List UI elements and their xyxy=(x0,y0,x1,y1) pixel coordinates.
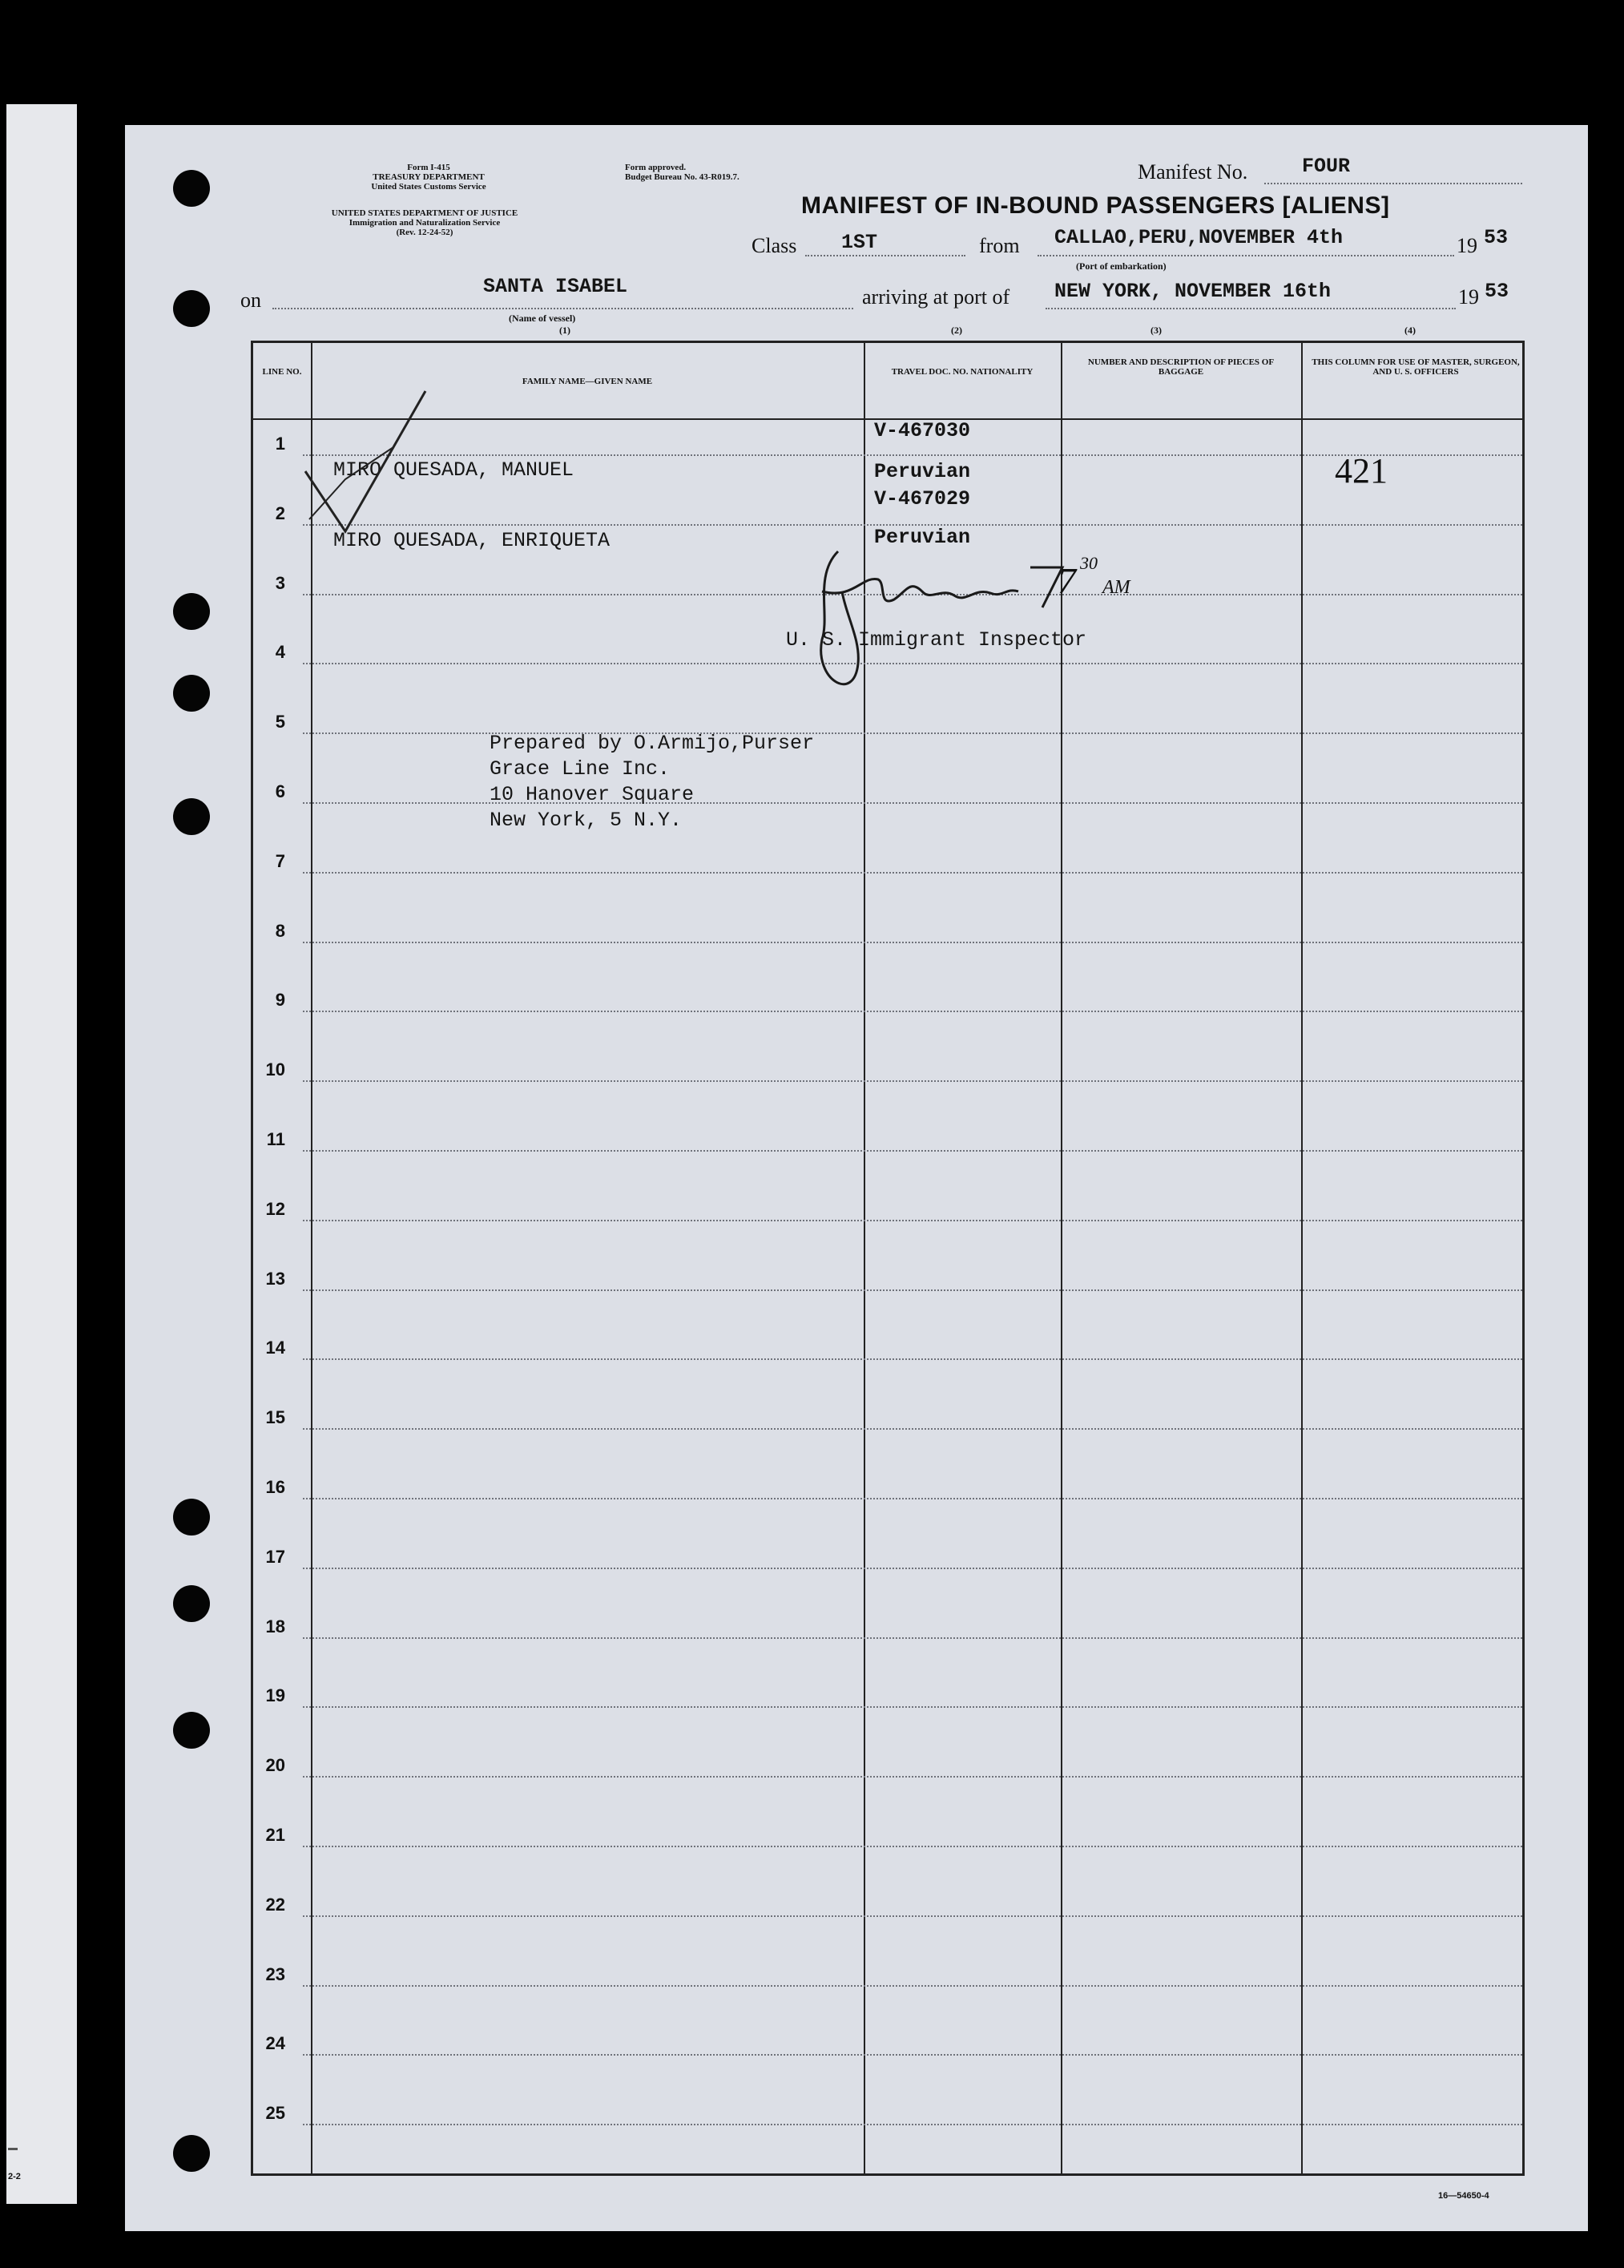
edge-mark xyxy=(8,2148,18,2150)
passenger-1-nationality: Peruvian xyxy=(874,460,971,483)
officer-note-421: 421 xyxy=(1335,451,1388,490)
binder-hole xyxy=(173,290,210,327)
year-prefix-arrive: 19 xyxy=(1458,285,1479,309)
treasury-dept: TREASURY DEPARTMENT xyxy=(373,172,485,182)
passenger-2-doc: V-467029 xyxy=(874,487,971,511)
row-dotted-line xyxy=(303,802,1522,804)
passenger-2-nationality: Peruvian xyxy=(874,526,971,549)
line-number: 25 xyxy=(265,2103,285,2124)
class-label: Class xyxy=(752,234,797,257)
revision: (Rev. 12-24-52) xyxy=(396,228,453,237)
passenger-1-name: MIRO QUESADA, MANUEL xyxy=(333,458,574,482)
preparer-line-2: Grace Line Inc. xyxy=(490,757,671,781)
vessel-col-index: (1) xyxy=(559,325,570,336)
col-index-2: (2) xyxy=(951,325,962,336)
line-number: 6 xyxy=(275,781,285,801)
ins-service: Immigration and Naturalization Service xyxy=(349,218,501,228)
signature-suffix: AM xyxy=(1102,577,1130,598)
signature-time: 7 xyxy=(1058,560,1076,601)
preparer-line-4: New York, 5 N.Y. xyxy=(490,809,683,832)
justice-block xyxy=(240,208,609,237)
col-divider xyxy=(311,343,312,2173)
form-approved: Form approved. xyxy=(625,163,687,172)
row-dotted-line xyxy=(303,1637,1522,1639)
line-number: 2 xyxy=(275,502,285,523)
inspector-signature xyxy=(766,543,1102,712)
binder-hole xyxy=(173,170,210,207)
year-arrive: 53 xyxy=(1485,280,1509,303)
manifest-no-label: Manifest No. xyxy=(1138,160,1248,184)
embarkation-caption: (Port of embarkation) xyxy=(1076,260,1167,272)
row-dotted-line xyxy=(303,1220,1522,1221)
year-prefix-from: 19 xyxy=(1457,234,1477,257)
row-dotted-line xyxy=(303,2124,1522,2125)
row-dotted-line xyxy=(303,1498,1522,1499)
row-dotted-line xyxy=(303,1080,1522,1082)
line-number: 15 xyxy=(265,1407,285,1428)
from-label: from xyxy=(979,234,1020,257)
line-number: 20 xyxy=(265,1755,285,1776)
line-number: 21 xyxy=(265,1825,285,1845)
row-dotted-line xyxy=(303,1915,1522,1917)
line-number: 10 xyxy=(265,1059,285,1080)
line-number: 17 xyxy=(265,1546,285,1567)
row-dotted-line xyxy=(303,942,1522,943)
line-number: 13 xyxy=(265,1268,285,1289)
line-number: 9 xyxy=(275,990,285,1011)
line-number: 1 xyxy=(275,434,285,454)
row-dotted-line xyxy=(303,1776,1522,1778)
row-dotted-line xyxy=(303,1706,1522,1708)
col-header-line: LINE NO. xyxy=(262,367,302,377)
passenger-table xyxy=(251,341,1525,2176)
line-number: 11 xyxy=(266,1129,285,1149)
passenger-1-doc: V-467030 xyxy=(874,419,971,442)
line-number: 12 xyxy=(265,1198,285,1219)
arrival-value: NEW YORK, NOVEMBER 16th xyxy=(1054,280,1332,303)
class-value: 1ST xyxy=(841,231,878,254)
line-number: 19 xyxy=(265,1685,285,1706)
preparer-line-3: 10 Hanover Square xyxy=(490,783,695,806)
budget-bureau: Budget Bureau No. 43-R019.7. xyxy=(625,172,739,182)
binder-hole xyxy=(173,798,210,835)
line-number: 24 xyxy=(265,2033,285,2054)
customs-service: United States Customs Service xyxy=(371,182,486,192)
approval-block xyxy=(625,163,739,182)
binder-hole xyxy=(173,2135,210,2172)
preparer-block xyxy=(490,731,814,833)
col-divider xyxy=(1301,343,1303,2173)
footer-code: 16—54650-4 xyxy=(1438,2191,1489,2201)
line-number: 5 xyxy=(275,712,285,732)
on-label: on xyxy=(240,289,261,312)
year-from: 53 xyxy=(1484,226,1509,249)
row-dotted-line xyxy=(303,1846,1522,1847)
edge-code: 2-2 xyxy=(8,2172,21,2181)
row-dotted-line xyxy=(303,1289,1522,1291)
col-header-baggage: NUMBER AND DESCRIPTION OF PIECES OF BAGGAGE xyxy=(1087,357,1275,377)
from-line xyxy=(1038,255,1454,256)
signature-time-sup: 30 xyxy=(1080,553,1098,573)
class-line xyxy=(805,255,965,256)
line-number: 16 xyxy=(265,1477,285,1497)
col-index-4: (4) xyxy=(1404,325,1416,336)
form-number: Form I-415 xyxy=(407,163,450,172)
line-number: 23 xyxy=(265,1963,285,1984)
row-dotted-line xyxy=(303,1150,1522,1152)
row-dotted-line xyxy=(303,732,1522,734)
check-mark-strokes xyxy=(297,359,433,543)
manifest-no-line xyxy=(1264,183,1522,184)
inspector-title: U. S. Immigrant Inspector xyxy=(786,628,1087,652)
binder-hole xyxy=(173,593,210,630)
line-number: 4 xyxy=(275,642,285,663)
arriving-label: arriving at port of xyxy=(862,285,1010,309)
vessel-name: SANTA ISABEL xyxy=(483,275,628,298)
passenger-2-name: MIRO QUESADA, ENRIQUETA xyxy=(333,529,611,552)
row-dotted-line xyxy=(303,1011,1522,1012)
row-dotted-line xyxy=(303,1568,1522,1569)
binder-hole xyxy=(173,1712,210,1749)
from-value: CALLAO,PERU,NOVEMBER 4th xyxy=(1054,226,1344,249)
vessel-caption: (Name of vessel) xyxy=(509,313,576,324)
col-header-name: FAMILY NAME—GIVEN NAME xyxy=(522,377,653,386)
line-number: 18 xyxy=(265,1616,285,1636)
justice-dept: UNITED STATES DEPARTMENT OF JUSTICE xyxy=(331,208,518,218)
row-dotted-line xyxy=(303,872,1522,874)
form-header-left xyxy=(296,163,561,192)
line-number: 22 xyxy=(265,1894,285,1915)
binder-hole xyxy=(173,1499,210,1536)
vessel-line xyxy=(272,308,853,309)
binder-hole xyxy=(173,1585,210,1622)
manifest-title: MANIFEST OF IN-BOUND PASSENGERS [ALIENS] xyxy=(801,192,1390,219)
manifest-no-value: FOUR xyxy=(1302,155,1351,178)
line-number: 8 xyxy=(275,920,285,941)
col-index-3: (3) xyxy=(1151,325,1162,336)
row-dotted-line xyxy=(303,1358,1522,1360)
col-header-officers: THIS COLUMN FOR USE OF MASTER, SURGEON, AND U. S. OFFICERS xyxy=(1312,357,1520,377)
col-header-travel: TRAVEL DOC. NO. NATIONALITY xyxy=(891,367,1034,377)
binder-hole xyxy=(173,675,210,712)
row-dotted-line xyxy=(303,2054,1522,2056)
line-number: 14 xyxy=(265,1338,285,1358)
adjacent-page-edge xyxy=(0,104,80,2204)
line-number: 3 xyxy=(275,572,285,593)
arrival-line xyxy=(1046,308,1456,309)
row-dotted-line xyxy=(303,1985,1522,1987)
line-number: 7 xyxy=(275,850,285,871)
preparer-line-1: Prepared by O.Armijo,Purser xyxy=(490,732,815,755)
row-dotted-line xyxy=(303,1428,1522,1430)
